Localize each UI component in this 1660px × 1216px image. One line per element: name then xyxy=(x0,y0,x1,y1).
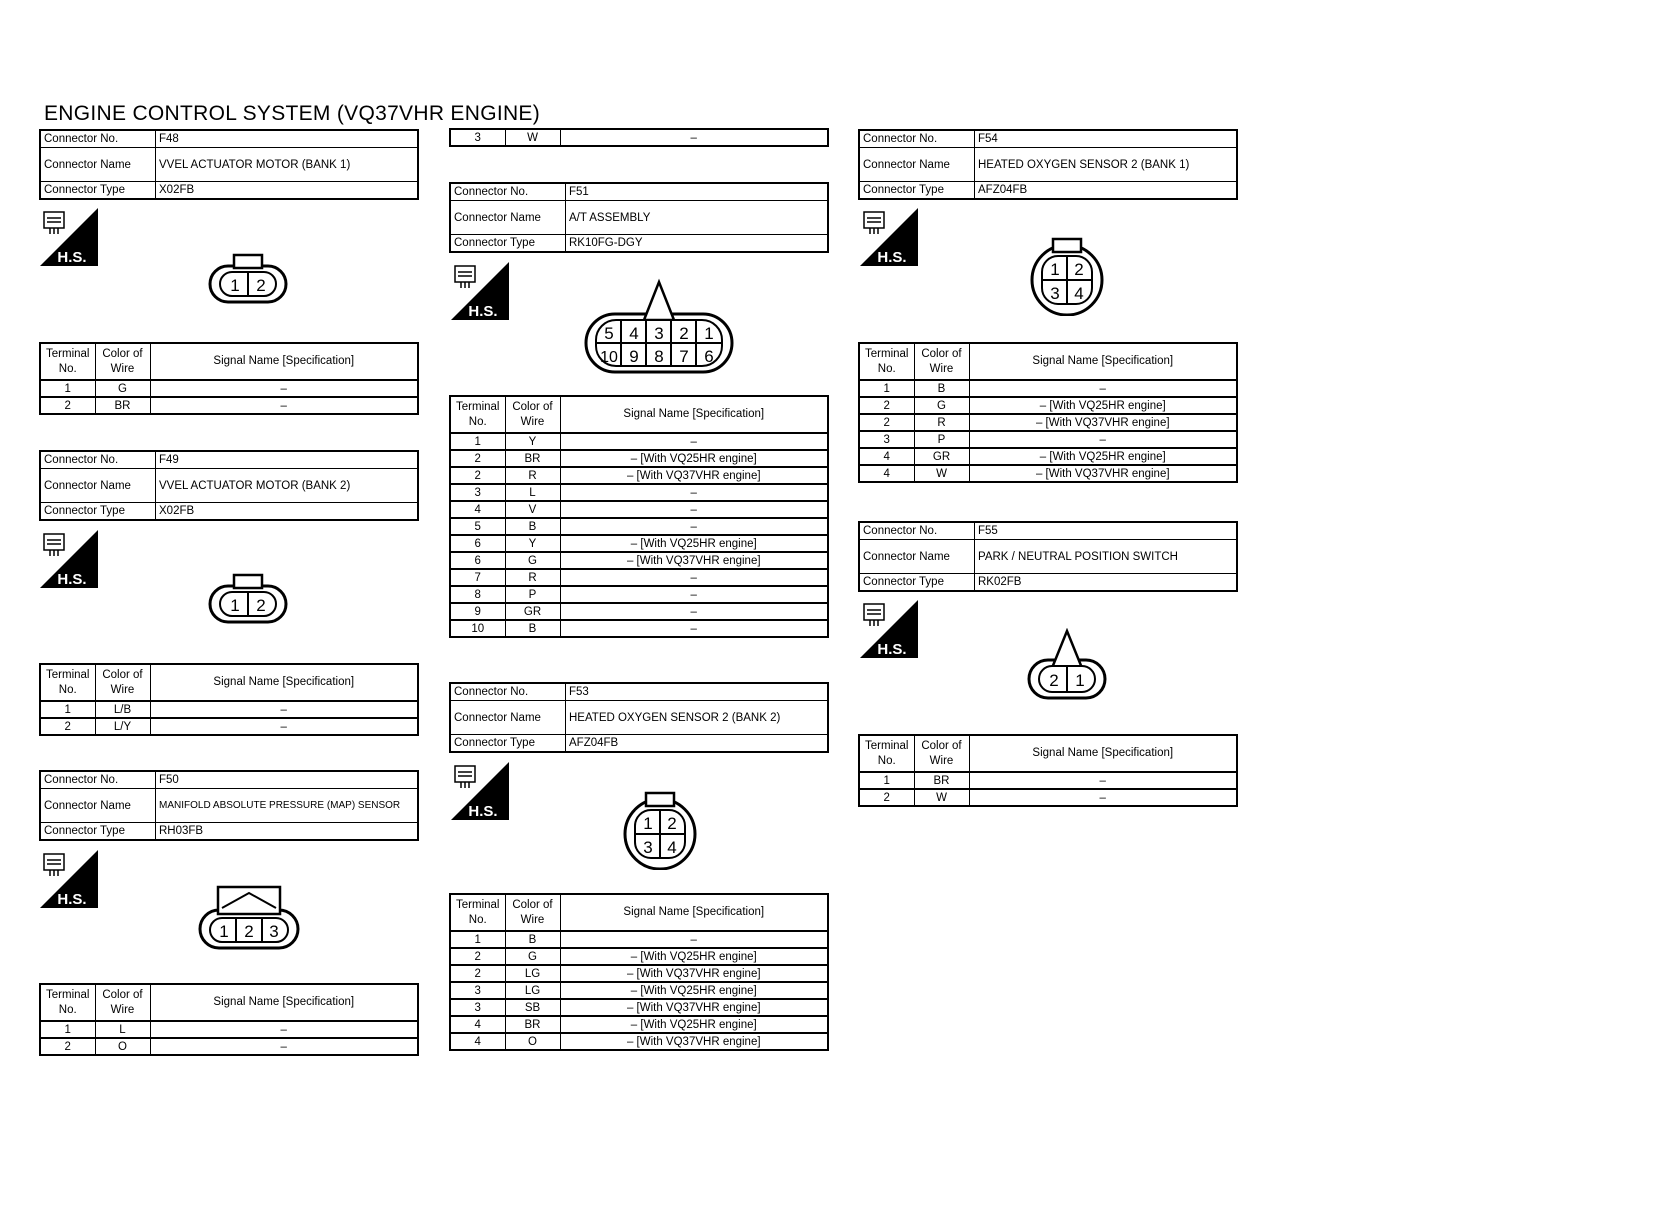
signal-name: – [With VQ25HR engine] xyxy=(560,450,828,467)
signal-name: – [With VQ37VHR engine] xyxy=(969,414,1237,431)
wire-color: W xyxy=(914,465,969,482)
connector-no-label: Connector No. xyxy=(40,771,156,789)
terminal-no-header: Terminal No. xyxy=(859,343,914,380)
terminal-no: 4 xyxy=(859,465,914,482)
hs-label: H.S. xyxy=(468,803,498,820)
wire-color: B xyxy=(505,620,560,637)
connector-f49-diagram xyxy=(208,572,288,624)
signal-name: – [With VQ37VHR engine] xyxy=(560,965,828,982)
terminal-no: 3 xyxy=(450,129,505,146)
terminal-no: 1 xyxy=(40,1021,95,1038)
connector-no-value: F51 xyxy=(566,183,829,201)
terminal-no: 7 xyxy=(450,569,505,586)
table-row xyxy=(40,1021,418,1038)
wire-color: LG xyxy=(505,965,560,982)
terminal-no: 1 xyxy=(450,433,505,450)
signal-name: – [With VQ37VHR engine] xyxy=(969,465,1237,482)
connector-no-value: F49 xyxy=(156,451,419,469)
pin-label: 9 xyxy=(629,347,639,366)
table-row xyxy=(450,965,828,982)
connector-f49-signal-table xyxy=(39,663,419,736)
connector-name-value: VVEL ACTUATOR MOTOR (BANK 1) xyxy=(156,148,419,182)
wire-color: R xyxy=(505,569,560,586)
wire-color: BR xyxy=(914,772,969,789)
harness-side-icon xyxy=(860,600,918,658)
signal-name: – xyxy=(560,433,828,450)
terminal-no-header: Terminal No. xyxy=(40,984,95,1021)
connector-name-label: Connector Name xyxy=(40,469,156,503)
connector-f55-diagram xyxy=(1027,628,1107,700)
table-row xyxy=(40,380,418,397)
connector-f53-signal-table xyxy=(449,893,829,1051)
wire-color: V xyxy=(505,501,560,518)
pin-label: 1 xyxy=(704,324,714,343)
color-of-wire-header: Color of Wire xyxy=(914,735,969,772)
terminal-no: 2 xyxy=(40,1038,95,1055)
pin-label: 3 xyxy=(1050,284,1060,303)
wire-color: P xyxy=(505,586,560,603)
wire-color: R xyxy=(914,414,969,431)
wire-color: G xyxy=(95,380,150,397)
terminal-no: 3 xyxy=(450,999,505,1016)
pin-label: 1 xyxy=(219,922,229,941)
terminal-no: 9 xyxy=(450,603,505,620)
signal-name: – xyxy=(150,1038,418,1055)
hs-label: H.S. xyxy=(57,249,87,266)
wire-color: L/B xyxy=(95,701,150,718)
signal-name: – [With VQ37VHR engine] xyxy=(560,467,828,484)
terminal-no: 1 xyxy=(40,701,95,718)
signal-name: – [With VQ25HR engine] xyxy=(560,535,828,552)
signal-name: – xyxy=(560,603,828,620)
wire-color: GR xyxy=(914,448,969,465)
terminal-no: 1 xyxy=(40,380,95,397)
connector-no-label: Connector No. xyxy=(40,451,156,469)
signal-name: – xyxy=(560,484,828,501)
connector-f54-diagram xyxy=(1027,236,1107,316)
connector-no-value: F48 xyxy=(156,130,419,148)
signal-name-header: Signal Name [Specification] xyxy=(150,664,418,701)
signal-name: – xyxy=(150,1021,418,1038)
terminal-no: 10 xyxy=(450,620,505,637)
pin-label: 4 xyxy=(1074,284,1084,303)
connector-name-value: A/T ASSEMBLY xyxy=(566,201,829,235)
pin-label: 2 xyxy=(256,596,266,615)
table-row xyxy=(40,701,418,718)
table-row xyxy=(450,931,828,948)
connector-f55-signal-table xyxy=(858,734,1238,807)
connector-f51-signal-table xyxy=(449,395,829,638)
pin-label: 2 xyxy=(1049,671,1059,690)
signal-name: – xyxy=(560,586,828,603)
signal-name: – xyxy=(560,931,828,948)
hs-label: H.S. xyxy=(57,571,87,588)
connector-no-label: Connector No. xyxy=(450,183,566,201)
connector-type-value: X02FB xyxy=(156,182,419,200)
connector-type-value: RK02FB xyxy=(975,574,1238,592)
terminal-no: 3 xyxy=(450,982,505,999)
pin-label: 2 xyxy=(679,324,689,343)
table-row xyxy=(450,569,828,586)
signal-name: – xyxy=(969,789,1237,806)
table-row xyxy=(450,518,828,535)
connector-type-label: Connector Type xyxy=(859,574,975,592)
wire-color: BR xyxy=(505,1016,560,1033)
signal-name: – xyxy=(560,518,828,535)
wire-color: R xyxy=(505,467,560,484)
table-row xyxy=(859,448,1237,465)
harness-side-icon xyxy=(451,762,509,820)
signal-name: – xyxy=(560,501,828,518)
table-row xyxy=(450,450,828,467)
signal-name: – xyxy=(560,129,828,146)
wire-color: W xyxy=(914,789,969,806)
table-row xyxy=(450,620,828,637)
terminal-no-header: Terminal No. xyxy=(859,735,914,772)
connector-f48-signal-table xyxy=(39,342,419,415)
table-row xyxy=(450,501,828,518)
terminal-no: 1 xyxy=(450,931,505,948)
pin-label: 8 xyxy=(654,347,664,366)
terminal-no: 1 xyxy=(859,772,914,789)
connector-name-label: Connector Name xyxy=(450,701,566,735)
connector-f54-header xyxy=(858,129,1238,200)
connector-no-value: F55 xyxy=(975,522,1238,540)
table-row xyxy=(450,467,828,484)
terminal-no: 2 xyxy=(450,965,505,982)
connector-type-label: Connector Type xyxy=(40,823,156,841)
connector-name-value: HEATED OXYGEN SENSOR 2 (BANK 1) xyxy=(975,148,1238,182)
terminal-no: 4 xyxy=(859,448,914,465)
table-row xyxy=(859,465,1237,482)
signal-name: – [With VQ37VHR engine] xyxy=(560,999,828,1016)
signal-name-header: Signal Name [Specification] xyxy=(560,396,828,433)
table-row xyxy=(859,414,1237,431)
connector-name-label: Connector Name xyxy=(859,540,975,574)
terminal-no: 4 xyxy=(450,501,505,518)
connector-no-value: F53 xyxy=(566,683,829,701)
harness-side-icon xyxy=(40,208,98,266)
terminal-no: 5 xyxy=(450,518,505,535)
pin-label: 1 xyxy=(230,276,240,295)
connector-name-value: PARK / NEUTRAL POSITION SWITCH xyxy=(975,540,1238,574)
connector-f53-header xyxy=(449,682,829,753)
connector-f50-header xyxy=(39,770,419,841)
pin-label: 1 xyxy=(230,596,240,615)
pin-label: 3 xyxy=(654,324,664,343)
table-row xyxy=(450,535,828,552)
connector-name-value: HEATED OXYGEN SENSOR 2 (BANK 2) xyxy=(566,701,829,735)
connector-type-label: Connector Type xyxy=(40,503,156,521)
connector-f55-header xyxy=(858,521,1238,592)
color-of-wire-header: Color of Wire xyxy=(95,984,150,1021)
harness-side-icon xyxy=(451,262,509,320)
connector-no-label: Connector No. xyxy=(859,522,975,540)
connector-name-value: MANIFOLD ABSOLUTE PRESSURE (MAP) SENSOR xyxy=(156,789,419,823)
connector-name-label: Connector Name xyxy=(450,201,566,235)
signal-name: – xyxy=(969,431,1237,448)
connector-type-label: Connector Type xyxy=(40,182,156,200)
signal-name-header: Signal Name [Specification] xyxy=(150,984,418,1021)
terminal-no: 4 xyxy=(450,1016,505,1033)
signal-name: – xyxy=(150,380,418,397)
table-row xyxy=(450,552,828,569)
terminal-no: 2 xyxy=(859,397,914,414)
wire-color: LG xyxy=(505,982,560,999)
connector-f48-header xyxy=(39,129,419,200)
color-of-wire-header: Color of Wire xyxy=(505,894,560,931)
pin-label: 2 xyxy=(1074,260,1084,279)
connector-f54-signal-table xyxy=(858,342,1238,483)
wire-color: G xyxy=(505,948,560,965)
page-title: ENGINE CONTROL SYSTEM (VQ37VHR ENGINE) xyxy=(44,102,541,125)
connector-f53-diagram xyxy=(620,790,700,870)
table-row xyxy=(40,1038,418,1055)
pin-label: 1 xyxy=(643,814,653,833)
pin-label: 6 xyxy=(704,347,714,366)
pin-label: 5 xyxy=(604,324,614,343)
terminal-no-header: Terminal No. xyxy=(40,664,95,701)
terminal-no: 8 xyxy=(450,586,505,603)
table-row xyxy=(450,1016,828,1033)
signal-name-header: Signal Name [Specification] xyxy=(969,735,1237,772)
connector-no-value: F50 xyxy=(156,771,419,789)
harness-side-icon xyxy=(860,208,918,266)
signal-name-header: Signal Name [Specification] xyxy=(560,894,828,931)
color-of-wire-header: Color of Wire xyxy=(95,664,150,701)
connector-type-value: AFZ04FB xyxy=(566,735,829,753)
connector-name-value: VVEL ACTUATOR MOTOR (BANK 2) xyxy=(156,469,419,503)
signal-name: – [With VQ25HR engine] xyxy=(969,397,1237,414)
wire-color: B xyxy=(505,518,560,535)
connector-f50-signal-table xyxy=(39,983,419,1056)
terminal-no: 1 xyxy=(859,380,914,397)
signal-name: – [With VQ25HR engine] xyxy=(969,448,1237,465)
pin-label: 2 xyxy=(667,814,677,833)
signal-name-header: Signal Name [Specification] xyxy=(969,343,1237,380)
connector-f50-signal-table-continued xyxy=(449,128,829,147)
connector-type-value: RK10FG-DGY xyxy=(566,235,829,253)
pin-label: 4 xyxy=(629,324,639,343)
terminal-no: 2 xyxy=(859,414,914,431)
wire-color: L xyxy=(95,1021,150,1038)
table-row xyxy=(859,431,1237,448)
connector-type-value: X02FB xyxy=(156,503,419,521)
pin-label: 3 xyxy=(269,922,279,941)
terminal-no: 2 xyxy=(450,450,505,467)
wire-color: BR xyxy=(505,450,560,467)
signal-name: – xyxy=(560,569,828,586)
table-row xyxy=(40,397,418,414)
terminal-no: 6 xyxy=(450,552,505,569)
table-row xyxy=(859,789,1237,806)
harness-side-icon xyxy=(40,850,98,908)
color-of-wire-header: Color of Wire xyxy=(914,343,969,380)
terminal-no: 6 xyxy=(450,535,505,552)
connector-f49-header xyxy=(39,450,419,521)
connector-type-value: AFZ04FB xyxy=(975,182,1238,200)
signal-name: – xyxy=(150,397,418,414)
wire-color: B xyxy=(505,931,560,948)
signal-name: – [With VQ25HR engine] xyxy=(560,982,828,999)
signal-name: – xyxy=(969,380,1237,397)
table-row xyxy=(450,433,828,450)
terminal-no-header: Terminal No. xyxy=(40,343,95,380)
hs-label: H.S. xyxy=(468,303,498,320)
table-row xyxy=(859,772,1237,789)
signal-name: – [With VQ25HR engine] xyxy=(560,948,828,965)
terminal-no: 2 xyxy=(40,397,95,414)
wire-color: G xyxy=(505,552,560,569)
hs-label: H.S. xyxy=(57,891,87,908)
color-of-wire-header: Color of Wire xyxy=(505,396,560,433)
signal-name: – xyxy=(969,772,1237,789)
connector-no-value: F54 xyxy=(975,130,1238,148)
wire-color: Y xyxy=(505,535,560,552)
terminal-no: 2 xyxy=(859,789,914,806)
pin-label: 2 xyxy=(244,922,254,941)
connector-type-label: Connector Type xyxy=(859,182,975,200)
signal-name-header: Signal Name [Specification] xyxy=(150,343,418,380)
pin-label: 10 xyxy=(600,349,618,366)
pin-label: 2 xyxy=(256,276,266,295)
table-row xyxy=(859,397,1237,414)
wire-color: Y xyxy=(505,433,560,450)
pin-label: 7 xyxy=(679,347,689,366)
pin-label: 4 xyxy=(667,838,677,857)
signal-name: – [With VQ37VHR engine] xyxy=(560,1033,828,1050)
connector-no-label: Connector No. xyxy=(450,683,566,701)
table-row xyxy=(40,718,418,735)
wire-color: P xyxy=(914,431,969,448)
connector-f51-diagram xyxy=(584,278,734,374)
table-row xyxy=(450,129,828,146)
hs-label: H.S. xyxy=(877,641,907,658)
wire-color: B xyxy=(914,380,969,397)
connector-name-label: Connector Name xyxy=(859,148,975,182)
connector-f51-header xyxy=(449,182,829,253)
signal-name: – xyxy=(150,718,418,735)
pin-label: 3 xyxy=(643,838,653,857)
terminal-no-header: Terminal No. xyxy=(450,396,505,433)
connector-name-label: Connector Name xyxy=(40,789,156,823)
terminal-no: 2 xyxy=(450,467,505,484)
table-row xyxy=(450,982,828,999)
wire-color: O xyxy=(95,1038,150,1055)
signal-name: – [With VQ25HR engine] xyxy=(560,1016,828,1033)
terminal-no: 2 xyxy=(450,948,505,965)
hs-label: H.S. xyxy=(877,249,907,266)
connector-f48-diagram xyxy=(208,252,288,304)
connector-type-label: Connector Type xyxy=(450,735,566,753)
connector-f50-diagram xyxy=(198,884,300,950)
terminal-no: 3 xyxy=(859,431,914,448)
terminal-no: 4 xyxy=(450,1033,505,1050)
table-row xyxy=(450,999,828,1016)
table-row xyxy=(450,586,828,603)
table-row xyxy=(450,1033,828,1050)
table-row xyxy=(450,948,828,965)
connector-no-label: Connector No. xyxy=(859,130,975,148)
wire-color: W xyxy=(505,129,560,146)
signal-name: – [With VQ37VHR engine] xyxy=(560,552,828,569)
terminal-no: 3 xyxy=(450,484,505,501)
color-of-wire-header: Color of Wire xyxy=(95,343,150,380)
wire-color: BR xyxy=(95,397,150,414)
pin-label: 1 xyxy=(1075,671,1085,690)
wire-color: O xyxy=(505,1033,560,1050)
connector-type-value: RH03FB xyxy=(156,823,419,841)
terminal-no-header: Terminal No. xyxy=(450,894,505,931)
pin-label: 1 xyxy=(1050,260,1060,279)
terminal-no: 2 xyxy=(40,718,95,735)
signal-name: – xyxy=(150,701,418,718)
wire-color: L/Y xyxy=(95,718,150,735)
wire-color: G xyxy=(914,397,969,414)
wire-color: GR xyxy=(505,603,560,620)
wire-color: L xyxy=(505,484,560,501)
connector-name-label: Connector Name xyxy=(40,148,156,182)
signal-name: – xyxy=(560,620,828,637)
table-row xyxy=(859,380,1237,397)
connector-type-label: Connector Type xyxy=(450,235,566,253)
connector-no-label: Connector No. xyxy=(40,130,156,148)
wire-color: SB xyxy=(505,999,560,1016)
harness-side-icon xyxy=(40,530,98,588)
table-row xyxy=(450,484,828,501)
table-row xyxy=(450,603,828,620)
